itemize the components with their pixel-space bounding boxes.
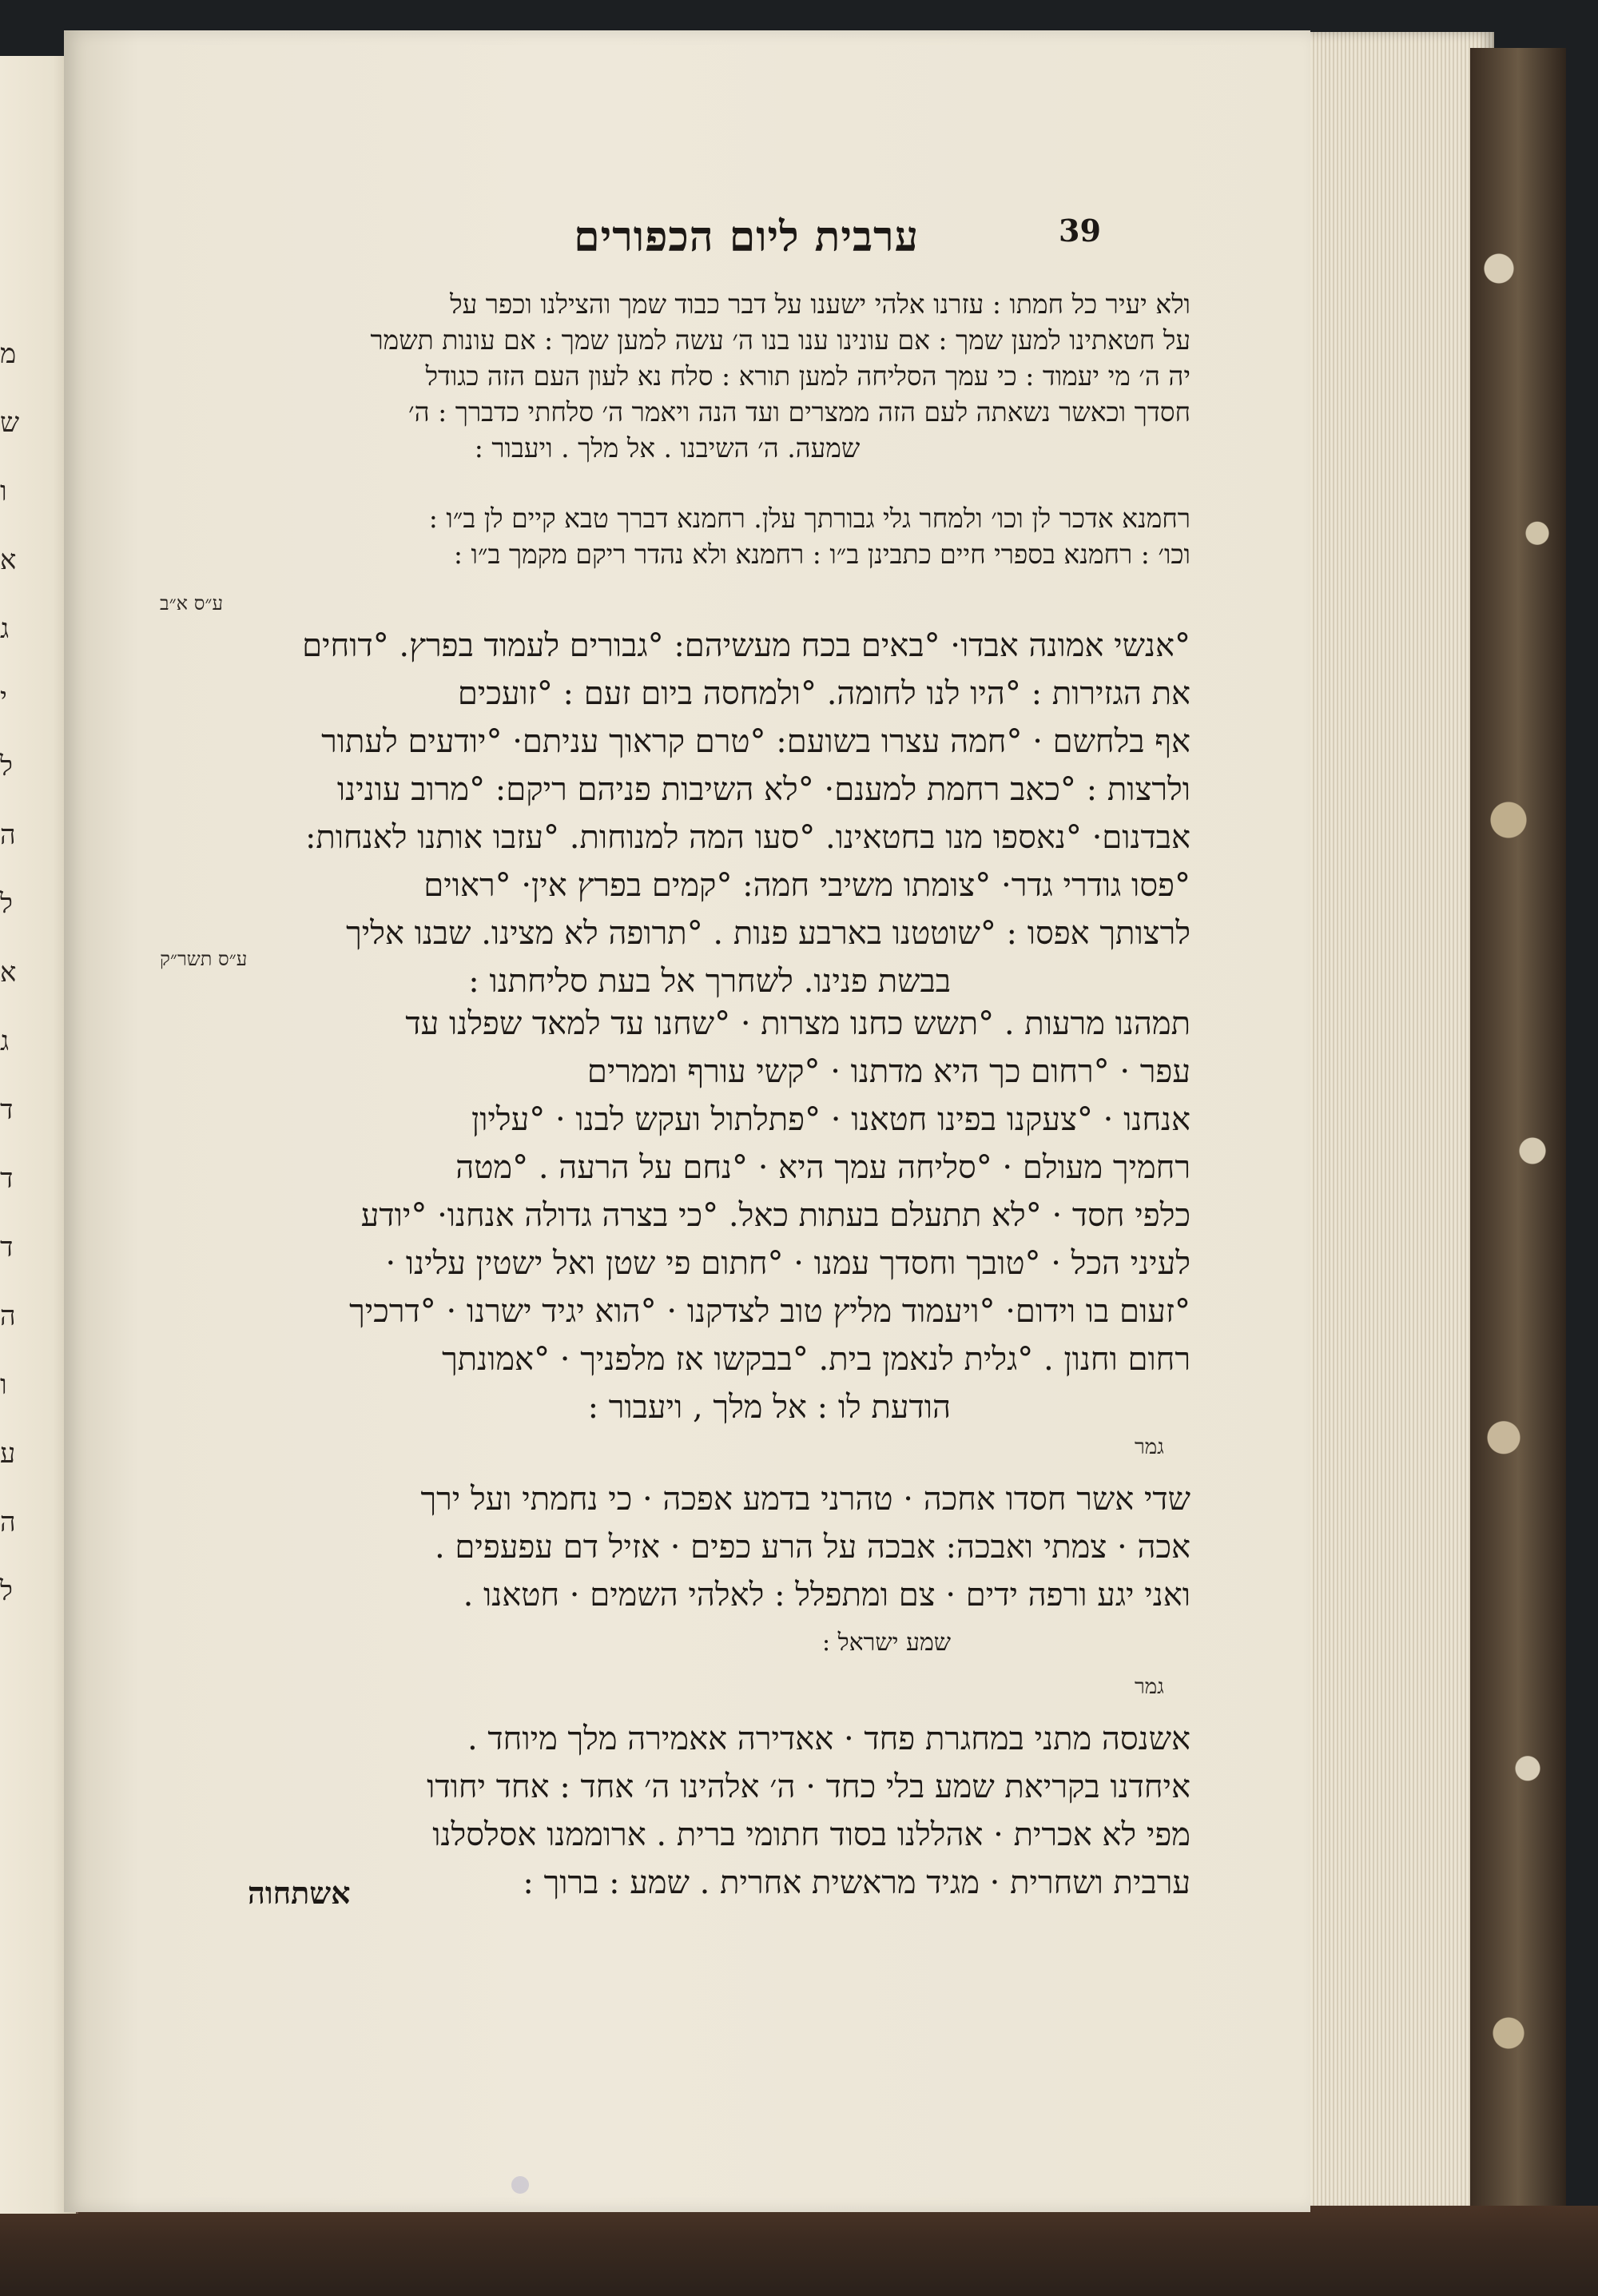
text-line: וכו׳ : רחמנא בספרי חיים כתבינן ב״ו : רחמנא ולא נהדר ריקם מקמך ב״ו :	[453, 539, 1191, 570]
text-line: את הגזירות : °היו לנו לחומה. °ולמחסה ביום זעם : °זועכים	[457, 675, 1191, 712]
left-page-fragment: ה	[0, 819, 16, 851]
text-line: שמעה. ה׳ השיבנו . אל מלך . ויעבור :	[474, 432, 861, 464]
marbled-cover	[1470, 48, 1566, 2254]
book-cover-bottom	[0, 2206, 1598, 2296]
shaddai-paragraph	[144, 1475, 1191, 1667]
text-line: לרצותך אפסו : °שוטטנו בארבע פנות . °תרופה לא מצינו. שבנו אליך	[346, 915, 1191, 952]
text-line: ולרצות : °כאב רחמת למענם· °לא השיבות פניהם ריקם: °מרוב עונינו	[336, 771, 1191, 808]
left-page-fragment: ג	[0, 613, 10, 645]
text-line: אבדנום· °נאספו מנו בחטאינו. °סעו המה למנוחות. °עזבו אותנו לאנחות:	[304, 819, 1191, 856]
left-page-fragment: ע	[0, 1438, 16, 1470]
text-line: רחמיך מעולם · °סליחה עמך היא · °נחם על הרעה . °מטה	[455, 1149, 1191, 1186]
text-line: תמהנו מרעות . °תשש כחנו מצרות · °שחנו עד למאד שפלנו עד	[405, 1005, 1191, 1042]
intro-paragraph	[144, 286, 1191, 466]
text-line: בבשת פנינו. לשחרך אל בעת סליחתנו :	[468, 963, 951, 1000]
left-page-fragment: ה	[0, 1300, 16, 1332]
text-line: ואני יגע ורפה ידים · צם ומתפלל : לאלהי השמים · חטאנו .	[463, 1577, 1191, 1614]
left-page-fragment: ו	[0, 476, 7, 507]
tamahnu-paragraph	[144, 1000, 1191, 1431]
left-page-fragment: ה	[0, 1506, 16, 1538]
text-line: עפר · °רחום כך היא מדתנו · °קשי עורף וממרים	[586, 1053, 1191, 1090]
text-line: ערבית ושחרית · מגיד מראשית אחרית . שמע : ברוך :	[523, 1864, 1191, 1901]
text-line: רחום וחנון . °גלית לנאמן בית. °בבקשו אז מלפניך · °אמונתך	[442, 1341, 1191, 1378]
left-page-fragment: ל	[0, 750, 13, 782]
text-line: ולא יעיר כל חמתו : עזרנו אלהי ישענו על דבר כבוד שמך והצילנו וכפר על	[450, 288, 1191, 320]
left-page-fragment: א	[0, 957, 17, 989]
left-page-fragment: מ	[0, 338, 17, 370]
margin-note: ע״ס תשר״ק	[160, 948, 248, 970]
text-line: איחדנו בקריאת שמע בלי כחד · ה׳ אלהינו ה׳ אחד : אחד יחודו	[427, 1769, 1191, 1805]
page-edges	[1294, 32, 1494, 2214]
text-line: אנחנו · °צעקנו בפינו חטאנו · °פתלתול ועקש לבנו · °עליון	[471, 1101, 1191, 1138]
left-page-fragment: ד	[0, 1163, 14, 1195]
left-page-fragment: ל	[0, 888, 13, 920]
left-page-fragment: י	[0, 682, 7, 714]
left-page-fragment: ג	[0, 1025, 10, 1057]
left-page-fragment: ל	[0, 1575, 13, 1607]
page-title: ערבית ליום הכפורים	[574, 213, 919, 261]
text-line: רחמנא אדכר לן וכו׳ ולמחר גלי גבורתך עלן. רחמנא דברך טבא קיים לן ב״ו :	[428, 503, 1191, 534]
text-line: אכה · צמתי ואבכה: אבכה על הרע כפים · אזיל דם עפעפים .	[434, 1529, 1191, 1566]
gomer-note: גמר	[1135, 1435, 1164, 1459]
text-line: שדי אשר חסדו אחכה · טהרני בדמע אפכה · כי נחמתי ועל ירך	[420, 1481, 1191, 1518]
text-line: על חטאתינו למען שמך : אם עונינו ענו בנו ה׳ עשה למען שמך : אם עונות תשמר	[370, 324, 1191, 356]
text-line: אף בלחשם · °חמה עצרו בשועם: °טרם קראוך עניתם· °יודעים לעתור	[321, 723, 1191, 760]
text-line: °זעום בו וידום· °ויעמוד מליץ טוב לצדקנו · °הוא יגיד ישרנו · °דרכיך	[349, 1293, 1191, 1330]
page-stain	[511, 2176, 529, 2194]
left-page-fragment: ד	[0, 1232, 14, 1263]
text-line: לעיני הכל · °טובך וחסדך עמנו · °חתום פי שטן ואל ישטין עלינו ·	[385, 1245, 1191, 1282]
book-page	[64, 30, 1310, 2212]
left-page-fragment: א	[0, 544, 17, 576]
text-line: °אנשי אמונה אבדו· °באים בכח מעשיהם: °גבורים לעמוד בפרץ. °דוחים	[302, 627, 1191, 664]
left-page-fragment: ו	[0, 1369, 7, 1401]
page-number: 39	[1059, 213, 1101, 249]
text-line: הודעת לו : אל מלך , ויעבור :	[587, 1389, 951, 1426]
anshei-emunah-paragraph	[144, 622, 1191, 1005]
text-line: שמע ישראל :	[821, 1629, 951, 1657]
rachmana-paragraph	[144, 500, 1191, 572]
text-line: מפי לא אכרית · אהללנו בסוד חתומי ברית . ארוממנו אסלסלנו	[432, 1817, 1191, 1853]
text-line: °פסו גודרי גדר· °צומתו משיבי חמה: °קמים בפרץ אין· °ראוים	[423, 867, 1191, 904]
text-line: אשנסה מתני במחגרת פחד · אאדירה אאמירה מלך מיוחד .	[467, 1721, 1191, 1757]
catchword: אשתחוה	[248, 1875, 351, 1911]
left-page-fragment: ש	[0, 407, 20, 439]
text-line: כלפי חסד · °לא תתעלם בעתות כאל. °כי בצרה גדולה אנחנו· °יודע	[360, 1197, 1191, 1234]
gomer-note: גמר	[1135, 1675, 1164, 1699]
margin-note: ע״ס א״ב	[160, 592, 224, 615]
page-header	[144, 213, 1191, 277]
text-line: חסדך וכאשר נשאתה לעם הזה ממצרים ועד הנה ויאמר ה׳ סלחתי כדברך : ה׳	[408, 396, 1191, 428]
left-page-fragments	[0, 320, 48, 1626]
text-line: יה ה׳ מי יעמוד : כי עמך הסליחה למען תורא : סלח נא לעון העם הזה כגודל	[425, 360, 1191, 392]
left-page-fragment: ד	[0, 1094, 14, 1126]
